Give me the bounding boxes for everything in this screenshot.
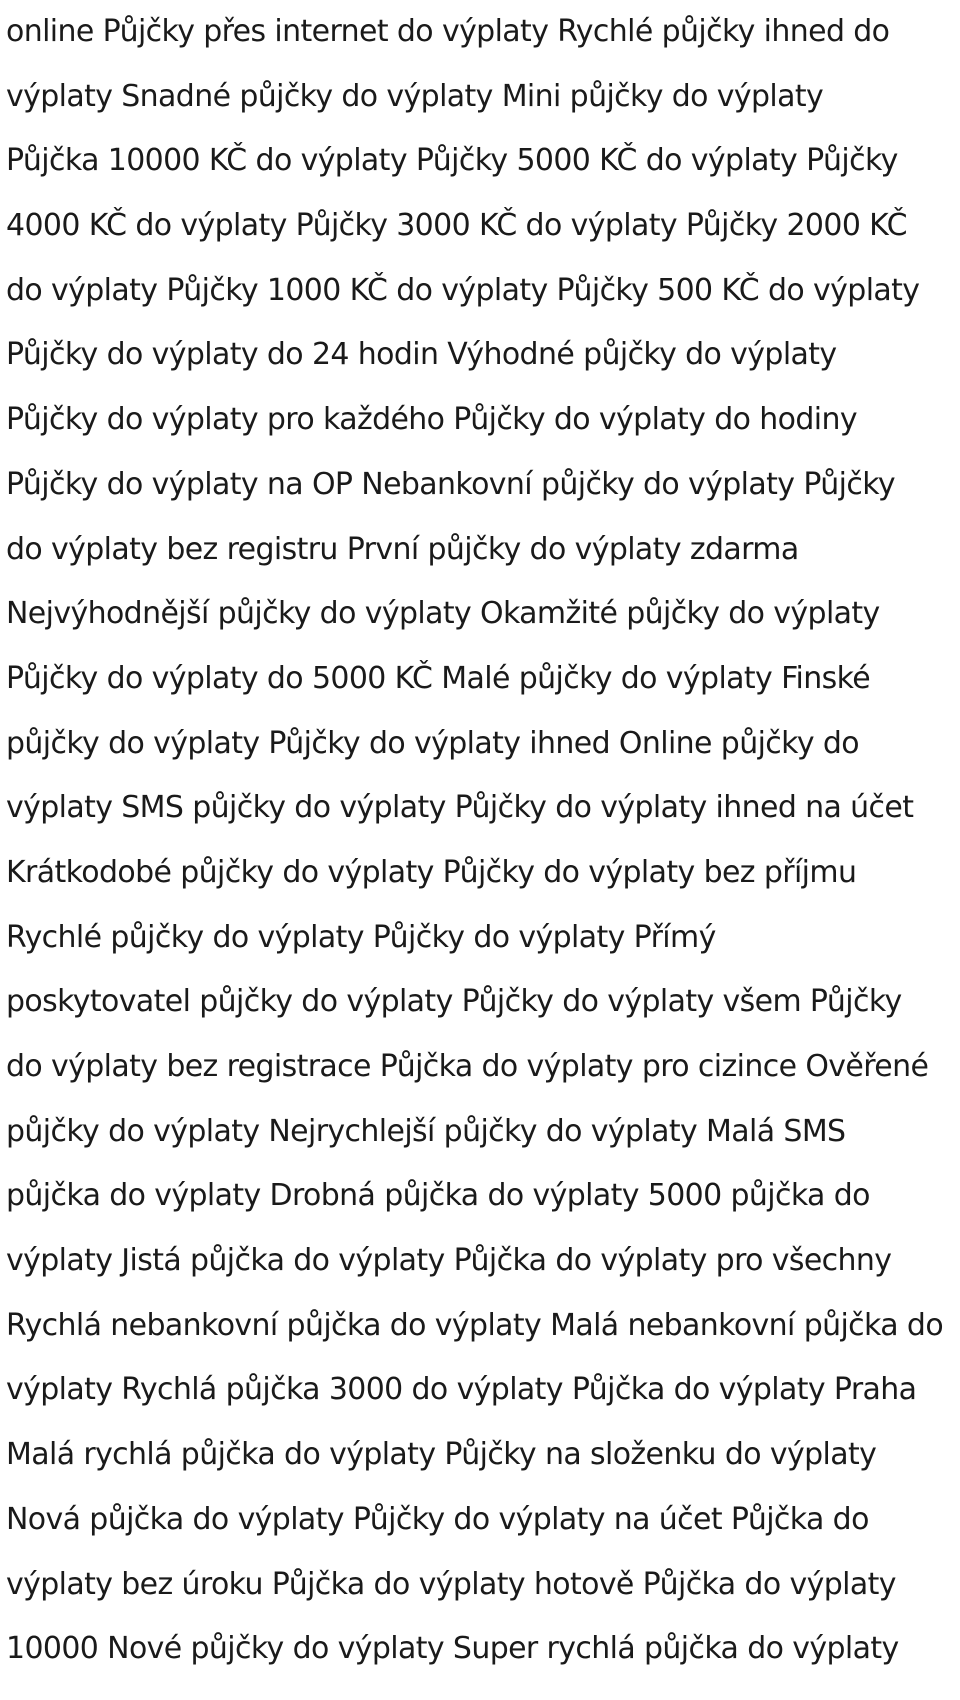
loan-keywords-paragraph: [6, 0, 956, 1682]
text-line: Malá rychlá půjčka do výplaty Půjčky na složenku do výplaty: [6, 1437, 877, 1473]
text-line: výplaty bez úroku Půjčka do výplaty hotově Půjčka do výplaty: [6, 1566, 896, 1602]
text-line: Půjčka 10000 KČ do výplaty Půjčky 5000 KČ do výplaty Půjčky: [6, 143, 898, 179]
text-line: Půjčky do výplaty do 24 hodin Výhodné půjčky do výplaty: [6, 337, 837, 373]
text-line: online Půjčky přes internet do výplaty Rychlé půjčky ihned do: [6, 14, 890, 49]
text-line: 4000 KČ do výplaty Půjčky 3000 KČ do výplaty Půjčky 2000 KČ: [6, 208, 907, 244]
text-line: půjčky do výplaty Nejrychlejší půjčky do výplaty Malá SMS: [6, 1113, 846, 1149]
text-line: Nejvýhodnější půjčky do výplaty Okamžité půjčky do výplaty: [6, 596, 880, 632]
text-line: půjčky do výplaty Půjčky do výplaty ihned Online půjčky do: [6, 725, 859, 761]
text-line: výplaty SMS půjčky do výplaty Půjčky do výplaty ihned na účet: [6, 790, 914, 826]
text-line: do výplaty bez registrace Půjčka do výplaty pro cizince Ověřené: [6, 1049, 929, 1084]
text-line: výplaty Jistá půjčka do výplaty Půjčka do výplaty pro všechny: [6, 1243, 892, 1279]
text-line: Nová půjčka do výplaty Půjčky do výplaty na účet Půjčka do: [6, 1501, 869, 1537]
text-line: Rychlá nebankovní půjčka do výplaty Malá nebankovní půjčka do: [6, 1307, 944, 1343]
text-line: do výplaty bez registru První půjčky do výplaty zdarma: [6, 531, 799, 567]
text-line: výplaty Snadné půjčky do výplaty Mini půjčky do výplaty: [6, 78, 824, 114]
text-line: do výplaty Půjčky 1000 KČ do výplaty Půjčky 500 KČ do výplaty: [6, 272, 920, 308]
text-line: Půjčky do výplaty pro každého Půjčky do výplaty do hodiny: [6, 402, 857, 438]
text-line: Půjčky do výplaty do 5000 KČ Malé půjčky do výplaty Finské: [6, 660, 871, 696]
text-line: Krátkodobé půjčky do výplaty Půjčky do výplaty bez příjmu: [6, 854, 857, 890]
text-line: Rychlé půjčky do výplaty Půjčky do výplaty Přímý: [6, 919, 716, 955]
text-line: výplaty Rychlá půjčka 3000 do výplaty Půjčka do výplaty Praha: [6, 1372, 917, 1408]
text-line: Půjčky do výplaty na OP Nebankovní půjčky do výplaty Půjčky: [6, 466, 896, 502]
text-line: 10000 Nové půjčky do výplaty Super rychlá půjčka do výplaty: [6, 1631, 899, 1667]
text-line: poskytovatel půjčky do výplaty Půjčky do výplaty všem Půjčky: [6, 984, 902, 1020]
text-line: půjčka do výplaty Drobná půjčka do výplaty 5000 půjčka do: [6, 1178, 870, 1214]
